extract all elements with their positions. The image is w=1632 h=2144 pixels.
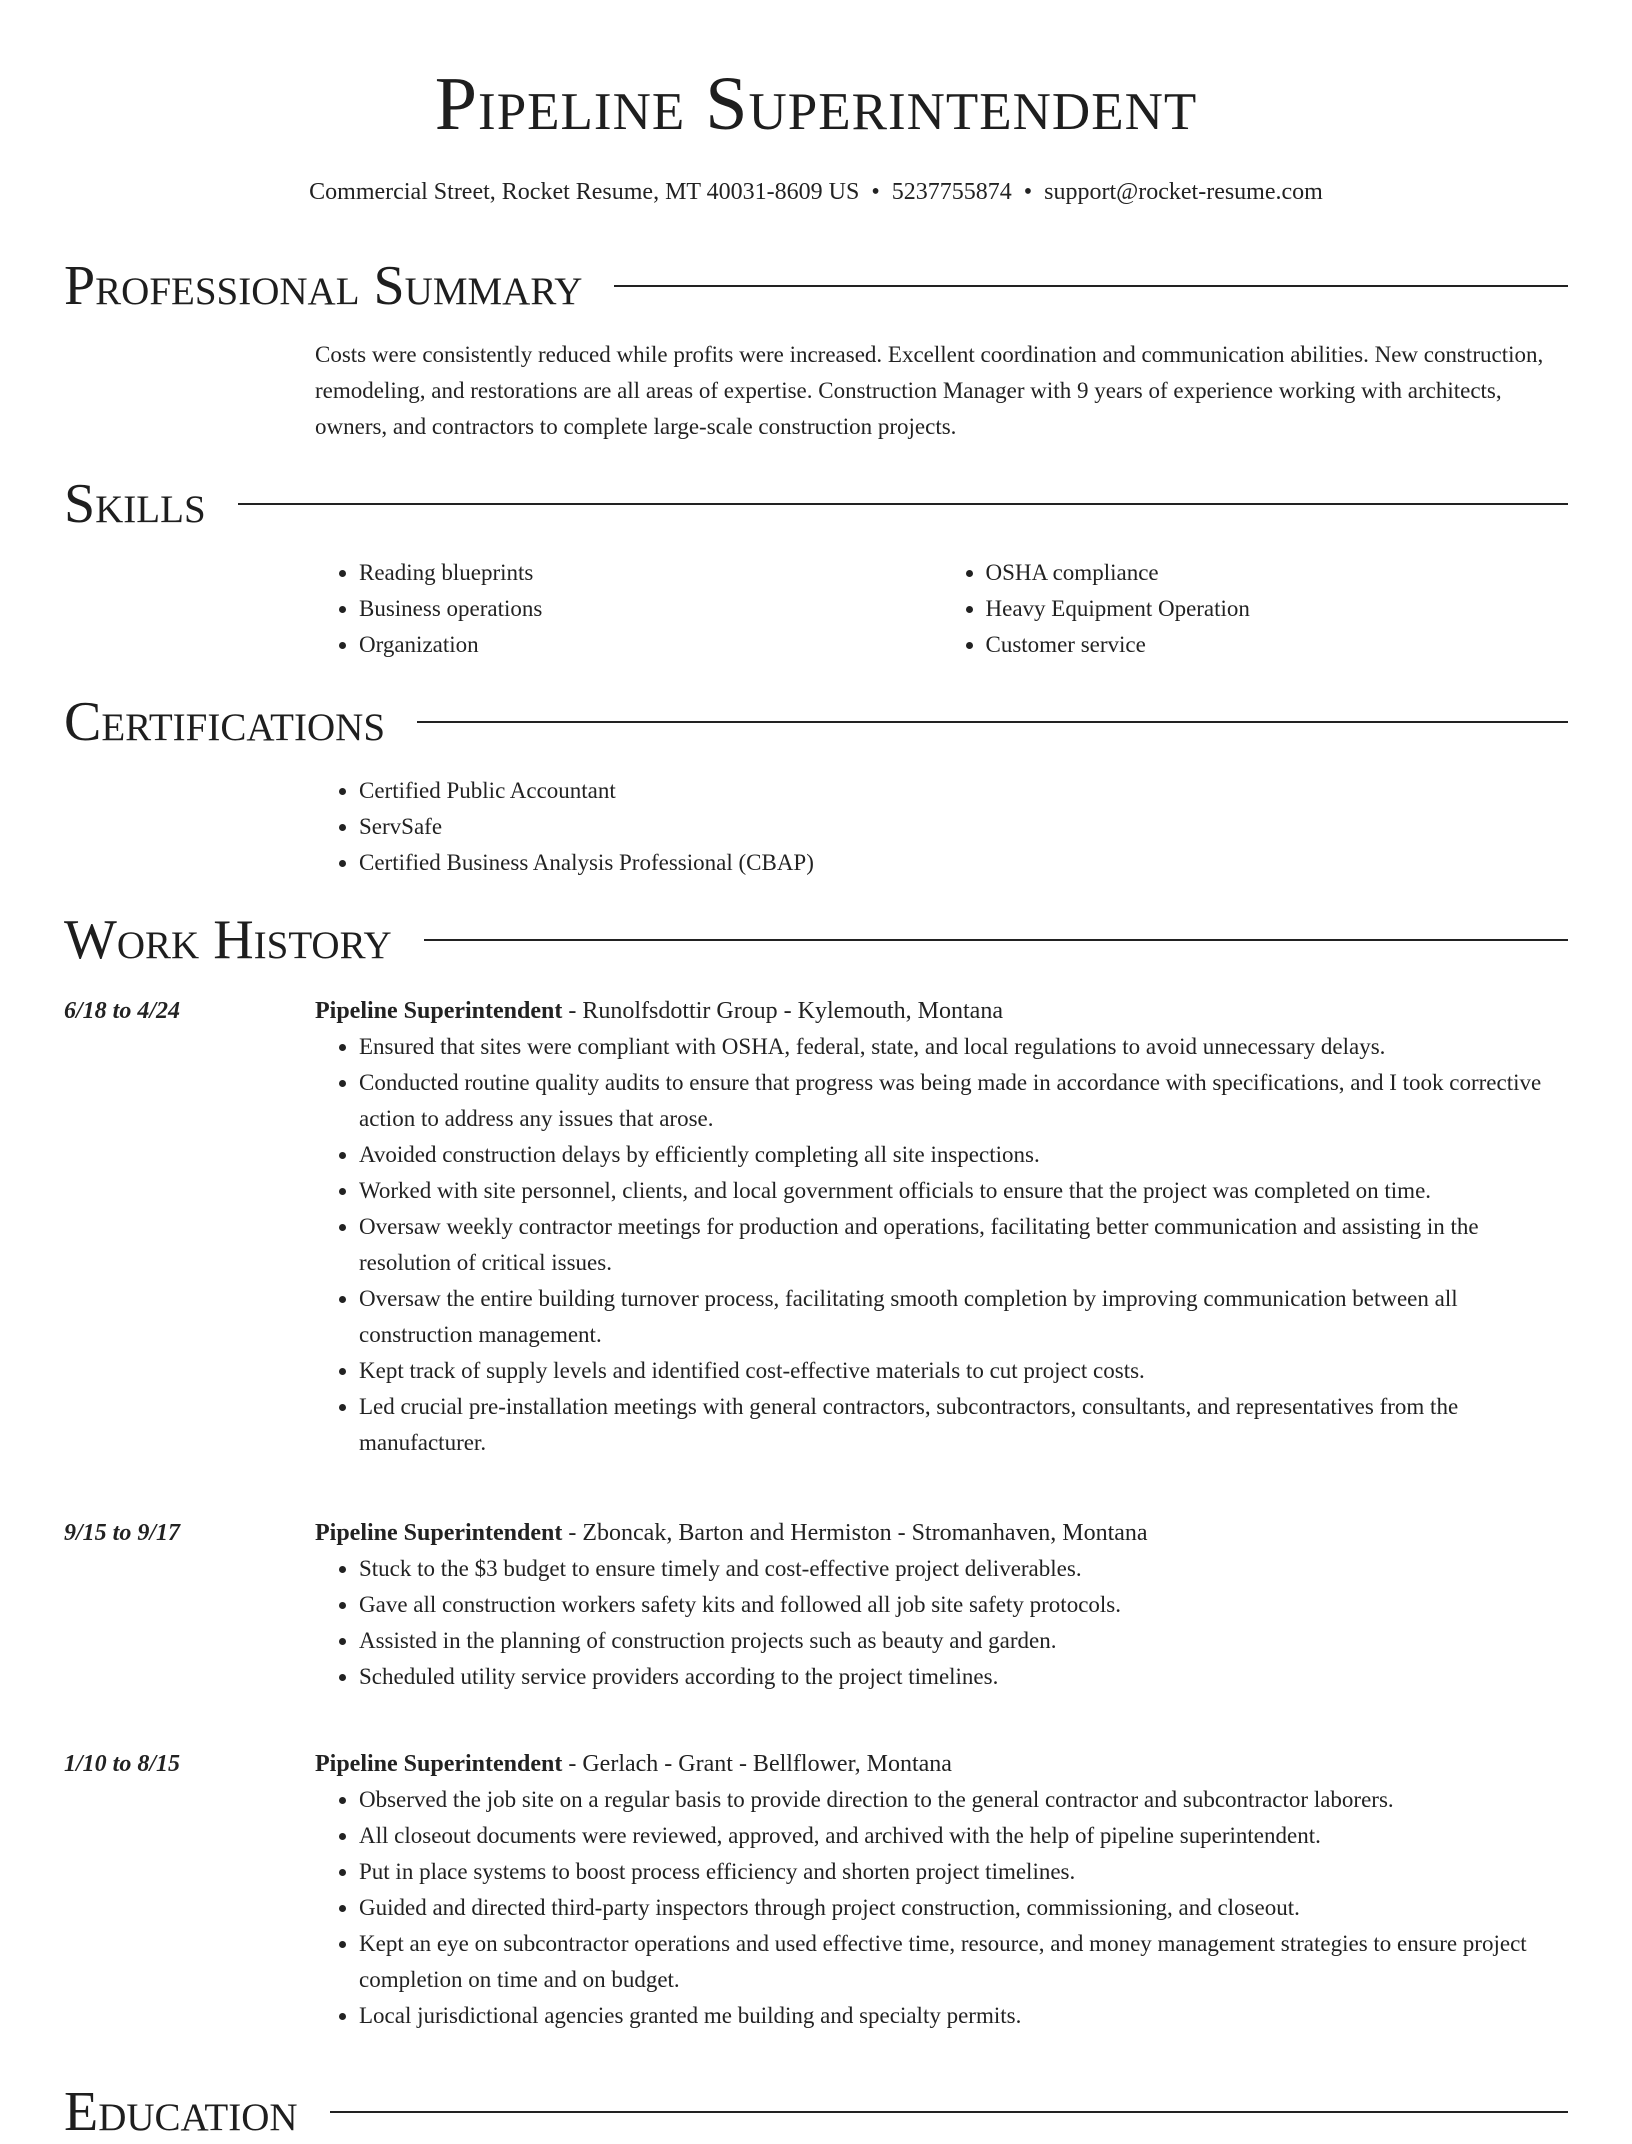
section-summary-header <box>64 254 1568 318</box>
section-rule <box>330 2111 1568 2113</box>
job-entry <box>315 1515 1568 1695</box>
job-heading <box>315 993 1568 1029</box>
contact-separator: • <box>871 179 880 205</box>
job-bullet: • Ensured that sites were compliant with OSHA, federal, state, and local regulations to avoid unnecessary delays. <box>359 1029 1568 1065</box>
job-company: - Runolfsdottir Group - Kylemouth, Montana <box>562 998 1003 1024</box>
skill-item: • Customer service <box>986 627 1569 663</box>
job-bullets <box>315 1029 1568 1461</box>
job-dates: 6/18 to 4/24 <box>64 998 181 1024</box>
section-title: Professional Summary <box>64 255 583 317</box>
job-title: Pipeline Superintendent <box>315 1751 563 1777</box>
summary-body <box>315 337 1568 445</box>
job-bullet: • Guided and directed third-party inspectors through project construction, commissioning, and closeout. <box>359 1890 1568 1926</box>
skills-list-right <box>942 555 1569 663</box>
section-education-header <box>64 2080 1568 2144</box>
job-bullet: • Observed the job site on a regular basis to provide direction to the general contractor and subcontractor laborers. <box>359 1782 1568 1818</box>
job-title: Pipeline Superintendent <box>315 1520 563 1546</box>
summary-text: Costs were consistently reduced while profits were increased. Excellent coordination and communication abilities. New construction, remodeling, and restorations are all areas of expertise. Construction Manager with 9 years of experience working with architects, owners, and contractors to complete large-scale construction projects. <box>315 342 1544 439</box>
job-company: - Gerlach - Grant - Bellflower, Montana <box>562 1751 952 1777</box>
job-dates: 9/15 to 9/17 <box>64 1520 181 1546</box>
job-heading <box>315 1515 1568 1551</box>
section-rule <box>238 503 1568 505</box>
job-bullet: • Scheduled utility service providers according to the project timelines. <box>359 1659 1568 1695</box>
job-bullet: • Local jurisdictional agencies granted me building and specialty permits. <box>359 1998 1568 2034</box>
section-title: Skills <box>64 473 206 535</box>
job-bullets <box>315 1782 1568 2034</box>
job-dates: 1/10 to 8/15 <box>64 1751 181 1777</box>
job-bullet: • Kept an eye on subcontractor operations and used effective time, resource, and money management strategies to ensure project completion on time and on budget. <box>359 1926 1568 1998</box>
skill-item: • OSHA compliance <box>986 555 1569 591</box>
contact-line <box>64 172 1568 212</box>
job-bullet: • Kept track of supply levels and identified cost-effective materials to cut project costs. <box>359 1353 1568 1389</box>
job-heading <box>315 1746 1568 1782</box>
section-rule <box>424 939 1568 941</box>
job-bullet: • Conducted routine quality audits to ensure that progress was being made in accordance with specifications, and I took corrective action to address any issues that arose. <box>359 1065 1568 1137</box>
job-bullet: • Stuck to the $3 budget to ensure timely and cost-effective project deliverables. <box>359 1551 1568 1587</box>
skill-item: • Business operations <box>359 591 942 627</box>
contact-address: Commercial Street, Rocket Resume, MT 40031-8609 US <box>309 179 860 205</box>
section-title: Certifications <box>64 691 386 753</box>
job-bullets <box>315 1551 1568 1695</box>
job-bullet: • Avoided construction delays by efficiently completing all site inspections. <box>359 1137 1568 1173</box>
job-bullet: • Oversaw weekly contractor meetings for production and operations, facilitating better communication and assisting in the resolution of critical issues. <box>359 1209 1568 1281</box>
contact-email[interactable]: support@rocket-resume.com <box>1044 179 1323 205</box>
job-bullet: • Led crucial pre-installation meetings with general contractors, subcontractors, consultants, and representatives from the manufacturer. <box>359 1389 1568 1461</box>
section-rule <box>614 285 1568 287</box>
job-bullet: • Assisted in the planning of construction projects such as beauty and garden. <box>359 1623 1568 1659</box>
certification-item: • Certified Business Analysis Professional (CBAP) <box>359 845 1568 881</box>
job-bullet: • Gave all construction workers safety kits and followed all job site safety protocols. <box>359 1587 1568 1623</box>
job-entry <box>315 1746 1568 2034</box>
skills-list-left <box>315 555 942 663</box>
skills-body <box>315 555 1568 663</box>
contact-separator: • <box>1023 179 1033 205</box>
job-bullet: • Worked with site personnel, clients, and local government officials to ensure that the project was completed on time. <box>359 1173 1568 1209</box>
job-company: - Zboncak, Barton and Hermiston - Stromanhaven, Montana <box>562 1520 1148 1546</box>
certification-item: • Certified Public Accountant <box>359 773 1568 809</box>
certification-item: • ServSafe <box>359 809 1568 845</box>
section-title: Education <box>64 2081 298 2143</box>
certifications-list <box>315 773 1568 881</box>
skill-item: • Organization <box>359 627 942 663</box>
section-work-header <box>64 908 1568 972</box>
section-skills-header <box>64 472 1568 536</box>
skill-item: • Reading blueprints <box>359 555 942 591</box>
skills-grid <box>315 555 1568 663</box>
job-bullet: • All closeout documents were reviewed, approved, and archived with the help of pipeline superintendent. <box>359 1818 1568 1854</box>
contact-phone: 5237755874 <box>891 179 1012 205</box>
resume-page <box>64 0 1568 2143</box>
job-bullet: • Put in place systems to boost process efficiency and shorten project timelines. <box>359 1854 1568 1890</box>
job-entry <box>315 993 1568 1461</box>
certifications-body <box>315 773 1568 881</box>
section-title: Work History <box>64 909 392 971</box>
job-bullet: • Oversaw the entire building turnover process, facilitating smooth completion by improving communication between all construction management. <box>359 1281 1568 1353</box>
section-rule <box>417 721 1568 723</box>
skill-item: • Heavy Equipment Operation <box>986 591 1569 627</box>
job-title: Pipeline Superintendent <box>315 998 563 1024</box>
section-certifications-header <box>64 690 1568 754</box>
resume-title: Pipeline Superintendent <box>434 62 1198 146</box>
